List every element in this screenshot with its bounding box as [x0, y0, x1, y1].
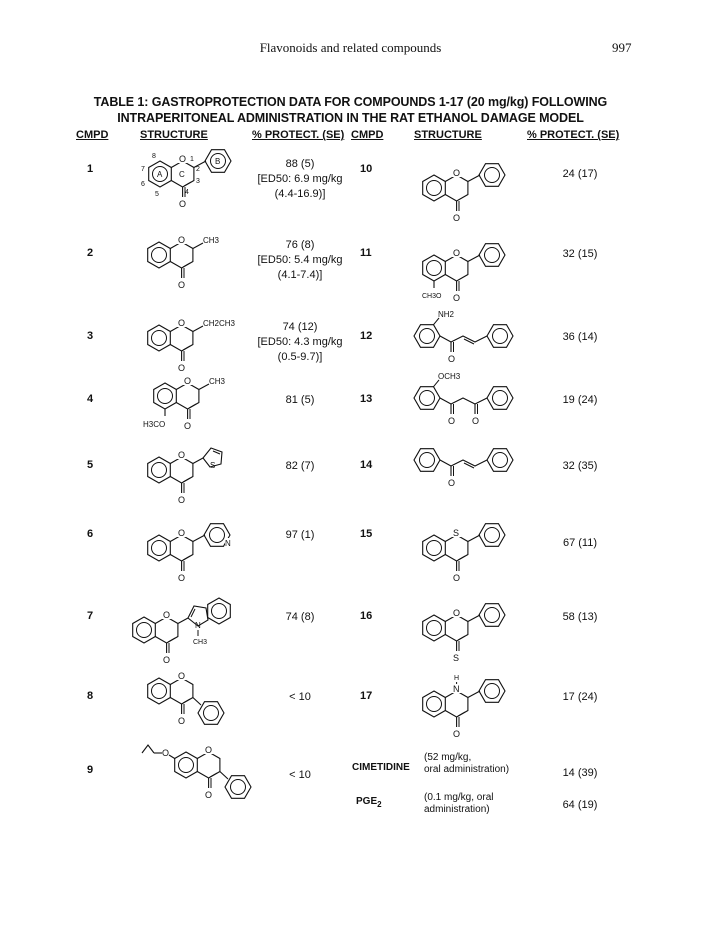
svg-text:O: O	[178, 363, 186, 373]
svg-text:H3CO: H3CO	[143, 420, 166, 429]
svg-text:O: O	[163, 655, 171, 665]
row-7-number: 7	[87, 610, 94, 622]
svg-text:O: O	[178, 716, 186, 726]
svg-text:O: O	[453, 608, 461, 618]
svg-text:CH3: CH3	[209, 377, 226, 386]
cimetidine-label: CIMETIDINE	[352, 762, 410, 773]
pge2-note: (0.1 mg/kg, oral administration)	[424, 792, 494, 815]
svg-text:N: N	[453, 684, 460, 694]
row-16-number: 16	[360, 610, 373, 622]
row-8-number: 8	[87, 690, 94, 702]
svg-text:CH2CH3: CH2CH3	[203, 319, 236, 328]
row-16-protect: 58 (13)	[562, 611, 598, 623]
svg-text:O: O	[453, 248, 461, 258]
col-header-protect-right: % PROTECT. (SE)	[527, 129, 620, 141]
structure-7	[120, 590, 250, 675]
cimetidine-protect: 14 (39)	[562, 767, 598, 779]
row-2-number: 2	[87, 247, 94, 259]
svg-text:O: O	[179, 154, 187, 164]
svg-text:O: O	[178, 235, 186, 245]
row-13-number: 13	[360, 393, 373, 405]
row-5-protect: 82 (7)	[285, 460, 315, 472]
svg-text:O: O	[178, 450, 186, 460]
row-13-protect: 19 (24)	[562, 394, 598, 406]
row-11-number: 11	[360, 247, 372, 259]
structure-13	[405, 370, 525, 445]
row-1-protect: 88 (5) [ED50: 6.9 mg/kg (4.4-16.9)]	[257, 158, 343, 200]
row-10-protect: 24 (17)	[562, 168, 598, 180]
svg-text:8: 8	[152, 153, 156, 160]
row-5-number: 5	[87, 459, 94, 471]
structure-5	[135, 440, 245, 515]
svg-text:O: O	[184, 376, 192, 386]
structure-6	[135, 510, 245, 595]
svg-text:O: O	[453, 168, 461, 178]
svg-text:O: O	[453, 573, 461, 583]
running-title: Flavonoids and related compounds	[259, 40, 442, 55]
svg-text:O: O	[178, 495, 186, 505]
svg-text:OCH3: OCH3	[438, 372, 461, 381]
page-number: 997	[612, 40, 632, 55]
structure-17	[410, 668, 520, 753]
svg-text:O: O	[162, 748, 170, 758]
svg-text:7: 7	[141, 166, 145, 173]
row-2-protect: 76 (8) [ED50: 5.4 mg/kg (4.1-7.4)]	[257, 239, 343, 281]
svg-text:S: S	[210, 461, 216, 470]
row-4-number: 4	[87, 393, 94, 405]
row-8-protect: < 10	[289, 691, 311, 703]
svg-text:O: O	[448, 354, 456, 364]
svg-text:B: B	[215, 157, 221, 166]
col-header-cmpd-right: CMPD	[351, 129, 384, 141]
svg-text:O: O	[453, 293, 461, 303]
table-title-line1: TABLE 1: GASTROPROTECTION DATA FOR COMPOUNDS 1-17 (20 mg/kg) FOLLOWING	[93, 95, 608, 109]
svg-text:O: O	[184, 421, 192, 431]
col-header-protect-left: % PROTECT. (SE)	[252, 129, 345, 141]
svg-text:O: O	[448, 478, 456, 488]
structure-2	[135, 225, 235, 300]
row-17-number: 17	[360, 690, 373, 702]
svg-text:O: O	[163, 610, 171, 620]
row-12-number: 12	[360, 330, 373, 342]
structure-10	[410, 148, 520, 233]
svg-text:O: O	[448, 416, 456, 426]
structure-15	[410, 510, 520, 595]
svg-text:S: S	[453, 653, 460, 663]
row-15-number: 15	[360, 528, 373, 540]
svg-text:H: H	[454, 675, 460, 682]
svg-text:O: O	[453, 729, 461, 739]
row-15-protect: 67 (11)	[562, 537, 598, 549]
row-14-number: 14	[360, 459, 373, 471]
row-4-protect: 81 (5)	[285, 394, 315, 406]
cimetidine-note: (52 mg/kg, oral administration)	[424, 752, 510, 775]
structure-1	[130, 142, 240, 227]
svg-text:O: O	[178, 528, 186, 538]
svg-text:N: N	[225, 539, 231, 548]
svg-text:O: O	[472, 416, 480, 426]
svg-text:3: 3	[196, 178, 200, 185]
svg-text:CH3: CH3	[203, 236, 220, 245]
row-3-number: 3	[87, 330, 94, 342]
table-title-line2: INTRAPERITONEAL ADMINISTRATION IN THE RAT ETHANOL DAMAGE MODEL	[117, 111, 584, 125]
row-3-protect: 74 (12) [ED50: 4.3 mg/kg (0.5-9.7)]	[257, 321, 343, 363]
col-header-cmpd-left: CMPD	[76, 129, 109, 141]
svg-text:CH3: CH3	[193, 639, 208, 646]
svg-text:5: 5	[155, 191, 159, 198]
structure-9	[132, 737, 262, 822]
row-7-protect: 74 (8)	[285, 611, 315, 623]
svg-text:O: O	[178, 671, 186, 681]
row-14-protect: 32 (35)	[562, 460, 598, 472]
svg-text:O: O	[205, 790, 213, 800]
structure-14	[405, 440, 525, 515]
svg-text:S: S	[453, 528, 460, 538]
structure-16	[410, 590, 520, 675]
row-9-protect: < 10	[289, 769, 311, 781]
svg-text:O: O	[453, 213, 461, 223]
svg-text:1: 1	[190, 156, 194, 163]
structure-4	[135, 368, 245, 443]
row-6-number: 6	[87, 528, 94, 540]
structure-11	[410, 228, 520, 313]
svg-text:N: N	[195, 621, 201, 630]
pge2-label: $PGE_2$	[356, 796, 382, 809]
row-9-number: 9	[87, 764, 94, 776]
row-17-protect: 17 (24)	[562, 691, 598, 703]
svg-text:O: O	[178, 573, 186, 583]
svg-text:4: 4	[185, 189, 189, 196]
row-6-protect: 97 (1)	[285, 529, 315, 541]
col-header-structure-left: STRUCTURE	[140, 129, 208, 141]
svg-text:NH2: NH2	[438, 310, 455, 319]
svg-text:CH3O: CH3O	[422, 293, 442, 300]
svg-text:O: O	[178, 318, 186, 328]
svg-text:6: 6	[141, 181, 145, 188]
row-1-number: 1	[87, 163, 94, 175]
row-10-number: 10	[360, 163, 373, 175]
svg-text:O: O	[205, 745, 213, 755]
row-12-protect: 36 (14)	[562, 331, 598, 343]
col-header-structure-right: STRUCTURE	[414, 129, 482, 141]
svg-text:O: O	[178, 280, 186, 290]
pge2-protect: 64 (19)	[562, 799, 598, 811]
row-11-protect: 32 (15)	[562, 248, 598, 260]
svg-text:A: A	[157, 170, 163, 179]
svg-text:O: O	[179, 199, 187, 209]
svg-text:2: 2	[196, 166, 200, 173]
svg-text:C: C	[179, 170, 185, 179]
